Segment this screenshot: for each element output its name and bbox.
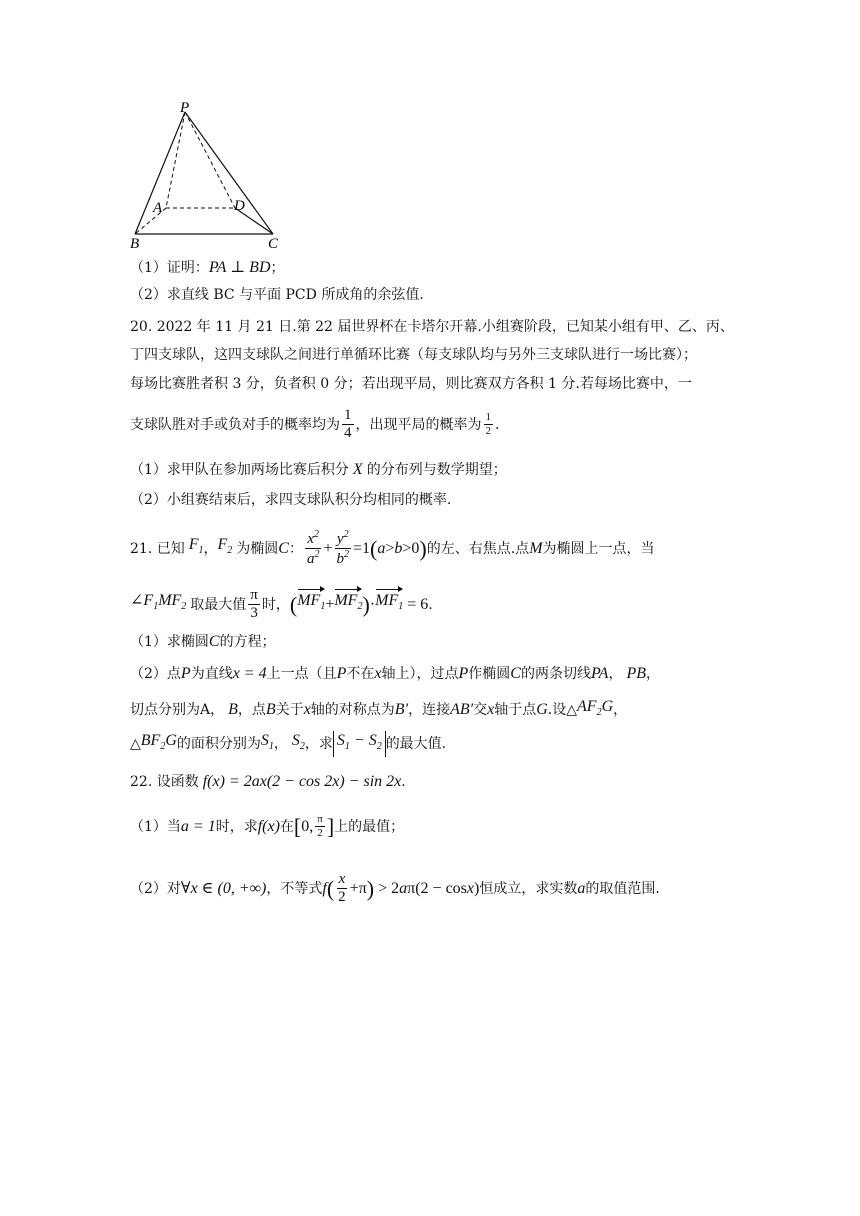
edge-pa <box>166 112 185 208</box>
label-p: P <box>180 100 190 116</box>
q22-line1: 22. 设函数 f(x) = 2ax(2 − cos 2x) − sin 2x . <box>130 773 406 790</box>
label-a: A <box>153 200 163 216</box>
edge-pd <box>185 112 235 208</box>
q19-part2: （2）求直线 BC 与平面 PCD 所成角的余弦值. <box>130 287 424 303</box>
q20-line3: 每场比赛胜者积 3 分，负者积 0 分；若出现平局，则比赛双方各积 1 分.若每场比赛中，一 <box>130 376 692 392</box>
q20-line4: 支球队胜对手或负对手的概率均为 $\frac{1}{4}$ ，出现平局的概率为 $\frac{1}{2}$ . <box>130 407 500 441</box>
q19-part1: （1）证明： PA ⊥ BD ； <box>130 259 285 276</box>
label-d: D <box>234 198 245 214</box>
label-c: C <box>268 236 279 252</box>
q21-line5: △ $BF_2G$ 的面积分别为 $S_1$ ， $S_2$ ，求 $S_1 - S_2$ 的最大值. <box>130 731 446 757</box>
q21-line1: 21. 已知 $F_1$ ， $F_2$ 为椭圆 C ： $\frac{x^2}{a^2}$ + $\frac{y^2}{b^2}$ =1 ( a > b >0 ) 的左、右焦点.点 M 为椭圆上一点，当 <box>130 529 655 567</box>
edge-pc <box>185 112 273 234</box>
label-b: B <box>130 236 140 252</box>
pyramid-figure <box>118 96 298 256</box>
q20-part2: （2）小组赛结束后，求四支球队积分均相同的概率. <box>130 492 452 508</box>
q21-part2: （2）点 P 为直线 x = 4 上一点（且 P 不在 x 轴上），过点 P 作椭圆 C 的两条切线 PA ， PB ， <box>130 665 660 682</box>
q22-part2: （2）对 ∀x ∈ (0, +∞) ，不等式 f ( $\frac{x}{2}$ +π ) > 2 a π(2 − cos x ) 恒成立，求实数 a 的取值范围. <box>130 871 660 905</box>
q20-part1: （1）求甲队在参加两场比赛后积分 X 的分布列与数学期望； <box>130 461 507 478</box>
q20-line2: 丁四支球队，这四支球队之间进行单循环比赛（每支球队均与另外三支球队进行一场比赛）； <box>130 347 697 363</box>
q21-part1: （1）求椭圆 C 的方程； <box>130 633 276 650</box>
q21-line4: 切点分别为A， B ，点 B 关于 x 轴的对称点为 B′ ，连接 AB′ 交 x 轴于点 G .设△ $AF_2G$ ， <box>130 698 628 719</box>
q20-line1: 20. 2022 年 11 月 21 日.第 22 届世界杯在卡塔尔开幕.小组赛阶段，已知某小组有甲、乙、丙、 <box>130 319 734 335</box>
q22-part1: （1）当 a = 1 时，求 f(x) 在 [ 0, $\frac{\pi}{2}$ ] 上的最值； <box>130 813 405 839</box>
q21-line2: $\angle F_1MF_2$ 取最大值 $\frac{\pi}{3}$ 时， ( $MF_1$ + $MF_2$ ) · $MF_1$ = 6 . <box>130 587 433 621</box>
